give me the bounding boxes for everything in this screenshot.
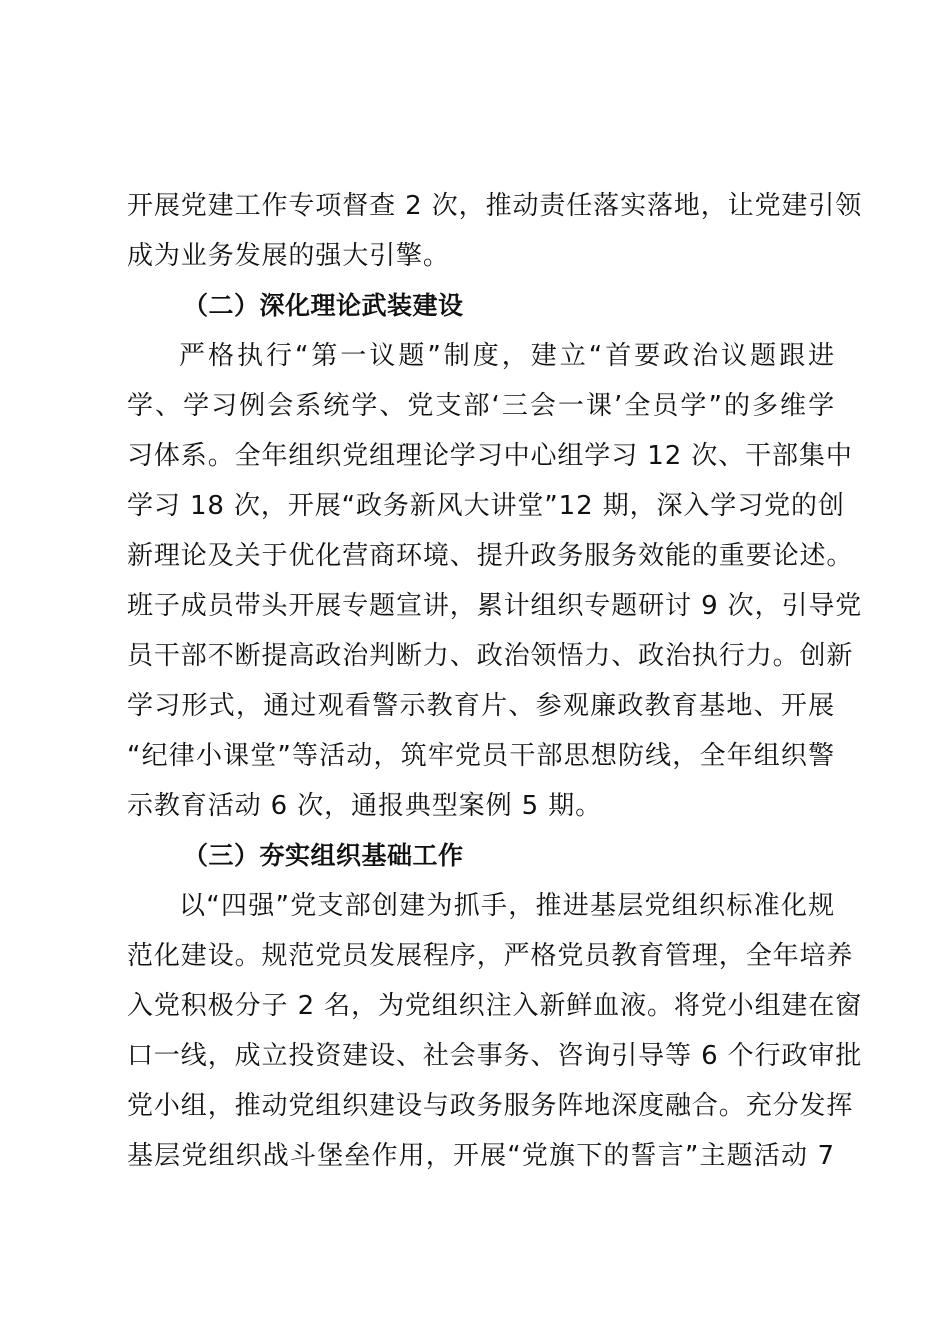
text-line: “纪律小课堂”等活动，筑牢党员干部思想防线，全年组织警 <box>127 741 835 771</box>
text-line: 新理论及关于优化营商环境、提升政务服务效能的重要论述。 <box>127 541 854 571</box>
section-3-paragraph <box>127 881 863 1181</box>
text-line: 基层党组织战斗堡垒作用，开展“党旗下的誓言”主题活动 7 <box>127 1141 835 1171</box>
text-line: 开展党建工作专项督查 2 次，推动责任落实落地，让党建引领 <box>127 191 863 221</box>
text-line: 员干部不断提高政治判断力、政治领悟力、政治执行力。创新 <box>127 641 854 671</box>
text-line: 习体系。全年组织党组理论学习中心组学习 12 次、干部集中 <box>127 441 853 471</box>
text-line: 以“四强”党支部创建为抓手，推进基层党组织标准化规 <box>179 891 835 921</box>
text-line: 示教育活动 6 次，通报典型案例 5 期。 <box>127 791 603 821</box>
paragraph-continued <box>127 181 863 281</box>
section-2-paragraph <box>127 331 863 831</box>
text-line: 党小组，推动党组织建设与政务服务阵地深度融合。充分发挥 <box>127 1091 854 1121</box>
text-line: 口一线，成立投资建设、社会事务、咨询引导等 6 个行政审批 <box>127 1041 863 1071</box>
text-line: 范化建设。规范党员发展程序，严格党员教育管理，全年培养 <box>127 941 854 971</box>
text-line: 成为业务发展的强大引擎。 <box>127 241 450 271</box>
section-heading-3: （三）夯实组织基础工作 <box>183 841 464 870</box>
text-line: 严格执行“第一议题”制度，建立“首要政治议题跟进 <box>179 341 835 371</box>
text-line: 学习形式，通过观看警示教育片、参观廉政教育基地、开展 <box>127 691 835 721</box>
text-line: 学习 18 次，开展“政务新风大讲堂”12 期，深入学习党的创 <box>127 491 845 521</box>
text-line: 学、学习例会系统学、党支部‘三会一课’全员学”的多维学 <box>127 391 835 421</box>
document-page <box>127 181 863 1181</box>
text-line: 班子成员带头开展专题宣讲，累计组织专题研讨 9 次，引导党 <box>127 591 863 621</box>
text-line: 入党积极分子 2 名，为党组织注入新鲜血液。将党小组建在窗 <box>127 991 863 1021</box>
section-heading-2: （二）深化理论武装建设 <box>183 291 464 320</box>
